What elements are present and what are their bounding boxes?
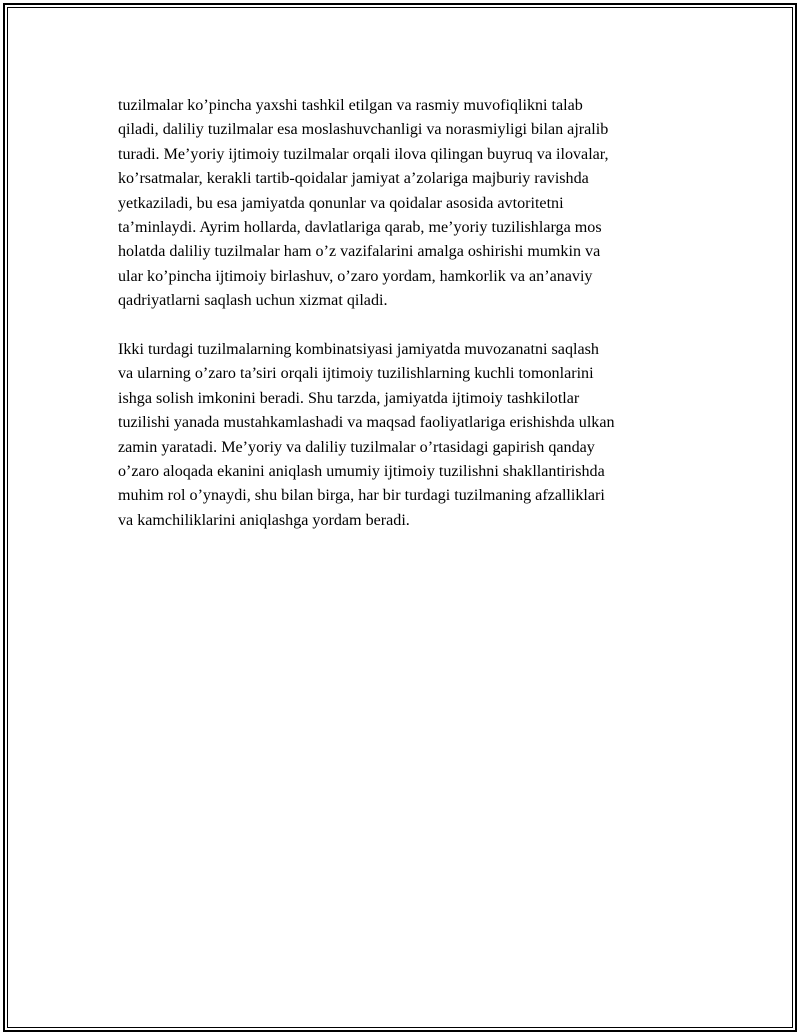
paragraph-line: Ikki turdagi tuzilmalarning kombinatsiyasi jamiyatda muvozanatni saqlash (118, 341, 599, 359)
paragraph-line: va ularning o’zaro ta’siri orqali ijtimoiy tuzilishlarning kuchli tomonlarini (118, 365, 594, 383)
paragraph-line: o’zaro aloqada ekanini aniqlash umumiy ijtimoiy tuzilishni shakllantirishda (118, 463, 605, 481)
paragraph-line: qiladi, daliliy tuzilmalar esa moslashuvchanligi va norasmiyligi bilan ajralib (118, 121, 609, 139)
paragraph-spacer (118, 314, 698, 338)
paragraph-line: tuzilmalar ko’pincha yaxshi tashkil etilgan va rasmiy muvofiqlikni talab (118, 97, 583, 114)
paragraph-line: ta’minlaydi. Ayrim hollarda, davlatlariga qarab, me’yoriy tuzilishlarga mos (118, 219, 602, 237)
paragraph-line: zamin yaratadi. Me’yoriy va daliliy tuzilmalar o’rtasidagi gapirish qanday (118, 438, 595, 456)
paragraph-line: ko’rsatmalar, kerakli tartib-qoidalar jamiyat a’zolariga majburiy ravishda (118, 170, 589, 188)
paragraph-1 (118, 94, 698, 314)
paragraph-line: ishga solish imkonini beradi. Shu tarzda, jamiyatda ijtimoiy tashkilotlar (118, 389, 580, 407)
paragraph-line: va kamchiliklarini aniqlashga yordam beradi. (118, 511, 410, 529)
paragraph-line: turadi. Me’yoriy ijtimoiy tuzilmalar orqali ilova qilingan buyruq va ilovalar, (118, 145, 609, 163)
paragraph-line: ular ko’pincha ijtimoiy birlashuv, o’zaro yordam, hamkorlik va an’anaviy (118, 267, 593, 285)
paragraph-line: tuzilishi yanada mustahkamlashadi va maqsad faoliyatlariga erishishda ulkan (118, 414, 615, 432)
paragraph-line: muhim rol o’ynaydi, shu bilan birga, har bir turdagi tuzilmaning afzalliklari (118, 487, 605, 505)
paragraph-line: yetkaziladi, bu esa jamiyatda qonunlar va qoidalar asosida avtoritetni (118, 194, 564, 212)
paragraph-2 (118, 338, 698, 533)
document-body (118, 94, 698, 533)
paragraph-line: qadriyatlarni saqlash uchun xizmat qiladi. (118, 292, 388, 310)
paragraph-line: holatda daliliy tuzilmalar ham o’z vazifalarini amalga oshirishi mumkin va (118, 243, 601, 261)
